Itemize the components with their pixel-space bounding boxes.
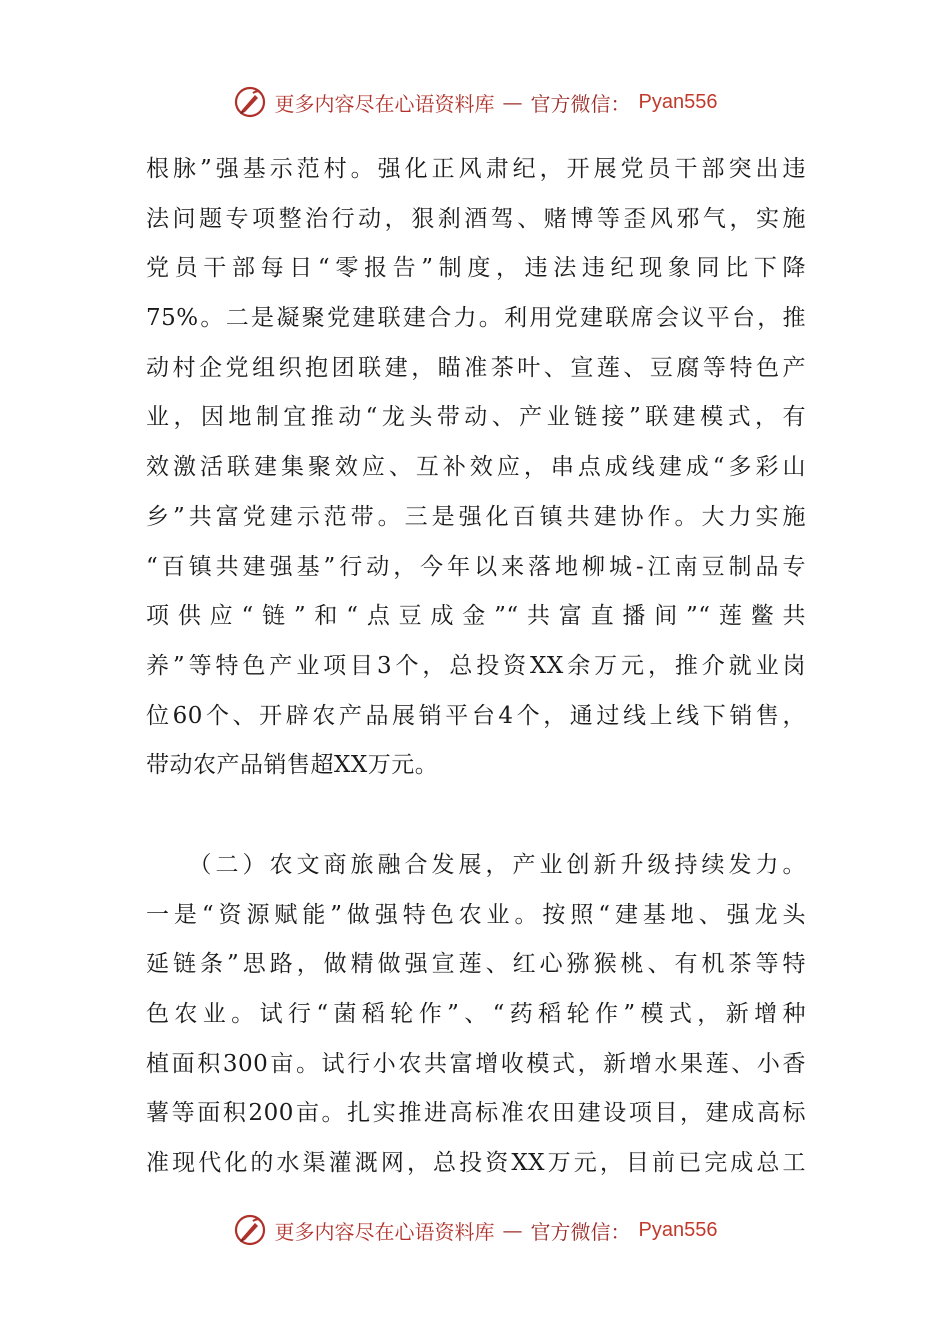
paragraph-2 [146,841,806,1189]
text-line: “百镇共建强基”行动，今年以来落地柳城-江南豆制品专 [146,553,806,580]
paragraph-1 [146,145,806,791]
text-line: 薯等面积200亩。扎实推进高标准农田建设项目，建成高标 [146,1100,806,1127]
text-line: 准现代化的水渠灌溉网，总投资XX万元，目前已完成总工 [146,1150,806,1177]
text-line: 一是“资源赋能”做强特色农业。按照“建基地、强龙头 [146,901,806,928]
text-line: 效激活联建集聚效应、互补效应，串点成线建成“多彩山 [146,454,806,481]
banner-dash: — [502,1218,523,1242]
banner-main-text: 更多内容尽在心语资料库 [274,91,495,116]
text-line: 75%。二是凝聚党建联建合力。利用党建联席会议平台，推 [146,305,806,332]
banner-wechat-id: Pyan556 [638,90,718,113]
banner-wechat-label: 官方微信： [530,91,631,116]
footer-watermark-banner [0,1208,950,1252]
text-line: 根脉”强基示范村。强化正风肃纪，开展党员干部突出违 [146,156,806,182]
text-line: 业，因地制宜推动“龙头带动、产业链接”联建模式，有 [146,404,806,431]
text-line: 养”等特色产业项目3个，总投资XX余万元，推介就业岗 [146,652,806,679]
banner-wechat-id: Pyan556 [638,1218,718,1241]
text-line: 乡”共富党建示范带。三是强化百镇共建协作。大力实施 [146,503,806,530]
text-line: 植面积300亩。试行小农共富增收模式，新增水果莲、小香 [146,1050,806,1077]
text-line: 延链条”思路，做精做强宣莲、红心猕猴桃、有机茶等特 [146,951,806,978]
pen-logo-icon [233,85,267,119]
text-line: 带动农产品销售超XX万元。 [146,752,439,779]
document-body [146,145,806,1189]
banner-main-text: 更多内容尽在心语资料库 [274,1219,495,1244]
text-line: 法问题专项整治行动，狠刹酒驾、赌博等歪风邪气，实施 [146,205,806,232]
section-heading-line: （二）农文商旅融合发展，产业创新升级持续发力。 [146,851,806,878]
pen-logo-icon [233,1213,267,1247]
text-line: 色农业。试行“菌稻轮作”、“药稻轮作”模式，新增种 [146,1001,806,1027]
text-line: 动村企党组织抱团联建，瞄准茶叶、宣莲、豆腐等特色产 [146,354,806,381]
banner-wechat-label: 官方微信： [530,1219,631,1244]
banner-dash: — [502,90,523,114]
text-line: 项供应“链”和“点豆成金”“共富直播间”“莲鳖共 [146,603,806,630]
header-watermark-banner [0,80,950,124]
text-line: 位60个、开辟农产品展销平台4个，通过线上线下销售， [146,702,806,729]
paragraph-spacer [146,791,806,841]
text-line: 党员干部每日“零报告”制度，违法违纪现象同比下降 [146,255,806,282]
